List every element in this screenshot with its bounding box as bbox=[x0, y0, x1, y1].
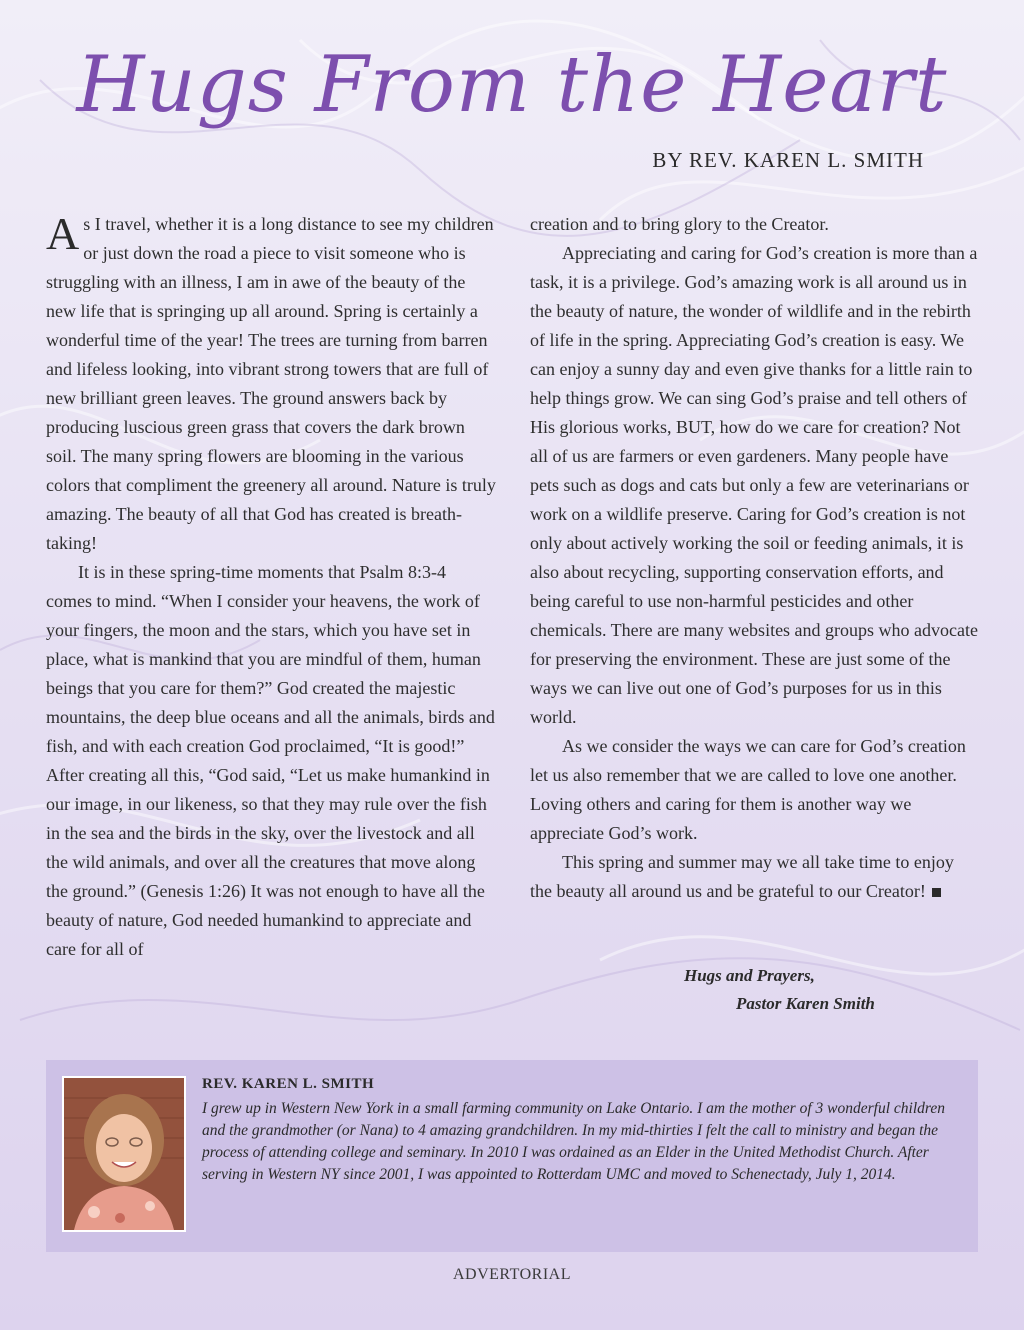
article-column-left bbox=[46, 210, 496, 964]
bio-name: REV. KAREN L. SMITH bbox=[202, 1076, 375, 1092]
article-paragraph: creation and to bring glory to the Creator. bbox=[530, 214, 829, 234]
signoff-greeting: Hugs and Prayers, bbox=[684, 966, 815, 985]
bio-text: I grew up in Western New York in a small farming community on Lake Ontario. I am the mother of 3 wonderful children and the grandmother (or Nana) to 4 amazing grandchildren. In my mid-thirties I felt the call to ministry and began the process of attending college and seminary. In 2010 I was ordained as an Elder in the United Methodist Church. After serving in Western NY since 2001, I was appointed to Rotterdam UMC and moved to Schenectady, July 1, 2014. bbox=[202, 1100, 945, 1183]
drop-cap: A bbox=[46, 208, 80, 259]
author-byline: BY REV. KAREN L. SMITH bbox=[652, 148, 924, 172]
article-paragraph bbox=[530, 848, 980, 906]
paragraph-text: s I travel, whether it is a long distance to see my children or just down the road a piece to visit someone who is struggling with an illness, I am in awe of the beauty of the new life that is springing up all around. Spring is certainly a wonderful time of the year! The trees are turning from barren and lifeless looking, into vibrant strong towers that are full of new brilliant green leaves. The ground answers back by producing luscious green grass that covers the dark brown soil. The many spring flowers are blooming in the various colors that compliment the greenery all around. Nature is truly amazing. The beauty of all that God has created is breath-taking! bbox=[46, 214, 496, 553]
author-bio-box bbox=[46, 1060, 978, 1252]
article-column-right bbox=[530, 210, 980, 906]
page-title: Hugs From the Heart bbox=[76, 40, 948, 130]
author-photo bbox=[62, 1076, 186, 1232]
paragraph-text: This spring and summer may we all take time to enjoy the beauty all around us and be grateful to our Creator! bbox=[530, 852, 954, 901]
footer-label: ADVERTORIAL bbox=[452, 1266, 571, 1283]
article-paragraph bbox=[46, 210, 496, 558]
article-paragraph: It is in these spring-time moments that Psalm 8:3-4 comes to mind. “When I consider your heavens, the work of your fingers, the moon and the stars, which you have set in place, what is mankind that you are mindful of them, human beings that you care for them?” God created the majestic mountains, the deep blue oceans and all the animals, birds and fish, and with each creation God proclaimed, “It is good!” After creating all this, “God said, “Let us make humankind in our image, in our likeness, so that they may rule over the fish in the sea and the birds in the sky, over the livestock and all the wild animals, and over all the creatures that move along the ground.” (Genesis 1:26) It was not enough to have all the beauty of nature, God needed humankind to appreciate and care for all of bbox=[46, 562, 495, 959]
article-paragraph: Appreciating and caring for God’s creation is more than a task, it is a privilege. God’s amazing work is all around us in the beauty of nature, the wonder of wildlife and in the rebirth of life in the spring. Appreciating God’s creation is easy. We can enjoy a sunny day and even give thanks for a little rain to help things grow. We can sing God’s praise and tell others of His glorious works, BUT, how do we care for creation? Not all of us are farmers or even gardeners. Many people have pets such as dogs and cats but only a few are veterinarians or work on a wildlife preserve. Caring for God’s creation is not only about actively working the soil or feeding animals, it is also about recycling, supporting conservation efforts, and being careful to use non-harmful pesticides and other chemicals. There are many websites and groups who advocate for preserving the environment. These are just some of the ways we can live out one of God’s purposes for us in this world. bbox=[530, 243, 979, 727]
signoff-signature: Pastor Karen Smith bbox=[736, 994, 875, 1013]
end-mark-icon bbox=[932, 888, 941, 897]
article-paragraph: As we consider the ways we can care for God’s creation let us also remember that we are called to love one another. Loving others and caring for them is another way we appreciate God’s work. bbox=[530, 736, 966, 843]
